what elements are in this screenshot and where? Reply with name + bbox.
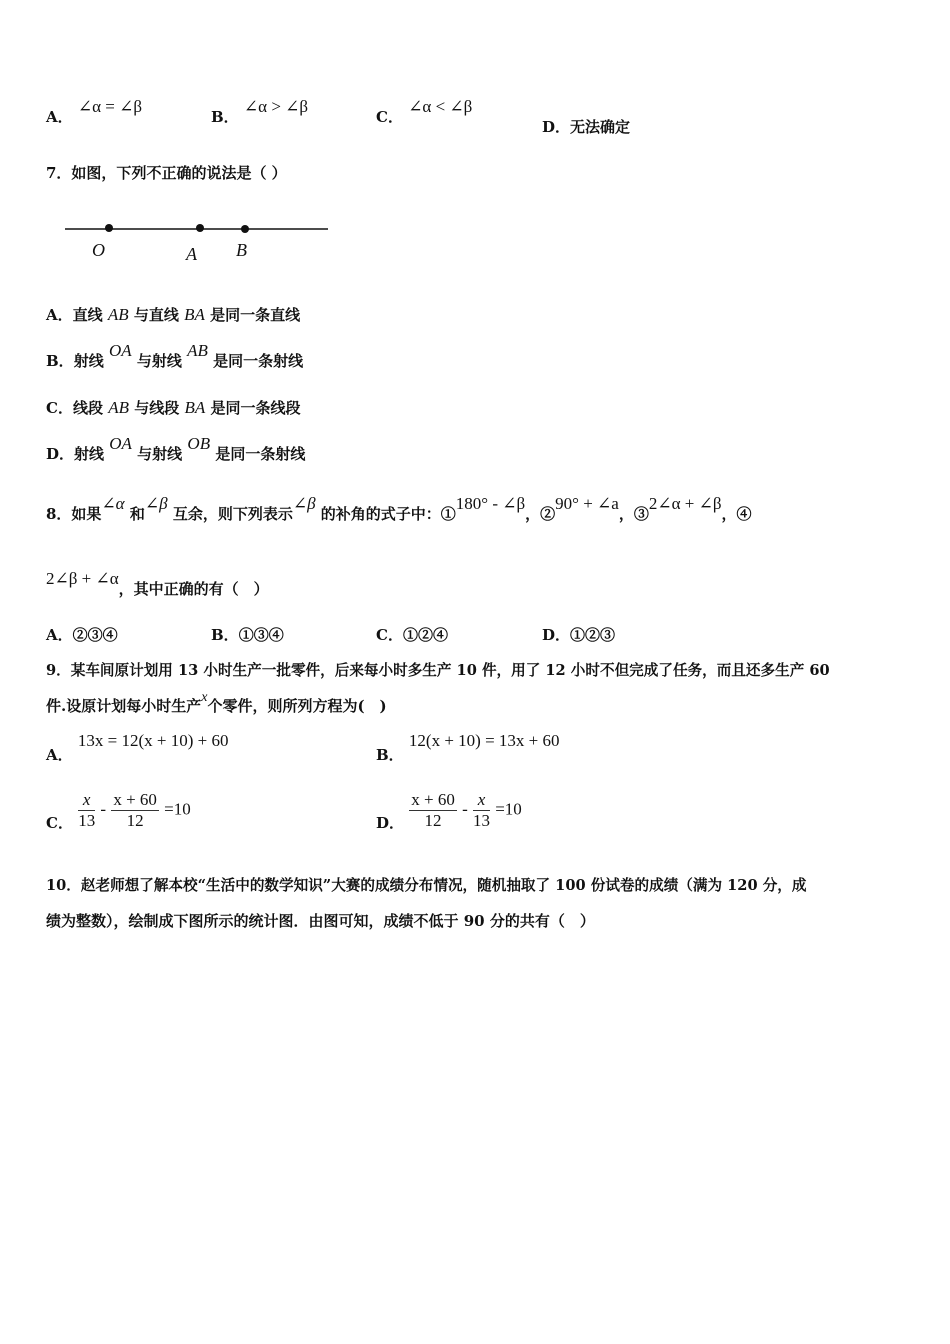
fraction: $\frac{x}{13}$ [78, 790, 96, 830]
q6-option-c[interactable]: C． ∠α < ∠β [376, 97, 473, 126]
number-line-figure [60, 218, 335, 240]
q6-option-a[interactable]: A． ∠α = ∠β [46, 97, 143, 126]
q7-stem: 7．如图，下列不正确的说法是（ ） [46, 164, 287, 182]
fraction: $\frac{x + 60}{12}$ [411, 790, 455, 830]
q9-option-a[interactable]: A． 13x = 12(x + 10) + 60 [46, 731, 229, 764]
point-b [241, 225, 249, 233]
q9-option-c[interactable]: C． $\frac{x}{13}$ - $\frac{x + 60}{12}$ =10 [46, 790, 191, 832]
q8-option-b[interactable]: B．①③④ [211, 626, 284, 644]
q8-option-d[interactable]: D．①②③ [542, 626, 616, 644]
fraction: $\frac{x + 60}{12}$ [113, 790, 157, 830]
q6-option-b[interactable]: B． ∠α > ∠β [211, 97, 309, 126]
q7-option-a[interactable]: A．直线 AB 与直线 BA 是同一条直线 [46, 305, 301, 324]
point-o [105, 224, 113, 232]
q8-option-c[interactable]: C．①②④ [376, 626, 448, 644]
q8-option-a[interactable]: A．②③④ [46, 626, 118, 644]
q8-stem: 8．如果∠α 和∠β 互余，则下列表示∠β 的补角的式子中：①180° - ∠β，②90° + ∠a，③2∠α + ∠β，④ [46, 494, 752, 523]
q6-option-d[interactable]: D．无法确定 [542, 118, 631, 136]
label-b: B [236, 240, 247, 260]
q9-option-b[interactable]: B． 12(x + 10) = 13x + 60 [376, 731, 560, 764]
point-a [196, 224, 204, 232]
label-o: O [92, 240, 105, 260]
q7-option-b[interactable]: B．射线 OA 与射线 AB 是同一条射线 [46, 341, 304, 370]
q10-stem-line2: 绩为整数），绘制成下图所示的统计图．由图可知，成绩不低于 90 分的共有（ ） [46, 912, 595, 930]
q8-stem-cont: 2∠β + ∠α，其中正确的有（ ） [46, 569, 269, 598]
q9-stem-line2: 件.设原计划每小时生产x个零件，则所列方程为( ) [46, 690, 387, 715]
q7-option-c[interactable]: C．线段 AB 与线段 BA 是同一条线段 [46, 398, 301, 417]
label-a: A [186, 244, 197, 264]
q10-stem-line1: 10．赵老师想了解本校“生活中的数学知识”大赛的成绩分布情况，随机抽取了 100 份试卷的成绩（满为 120 分，成 [46, 877, 807, 894]
q9-stem-line1: 9．某车间原计划用 13 小时生产一批零件，后来每小时多生产 10 件，用了 12 小时不但完成了任务，而且还多生产 60 [46, 662, 830, 679]
q7-option-d[interactable]: D．射线 OA 与射线 OB 是同一条射线 [46, 434, 306, 463]
fraction: $\frac{x}{13}$ [472, 790, 490, 830]
q9-option-d[interactable]: D． $\frac{x + 60}{12}$ - $\frac{x}{13}$ =10 [376, 790, 522, 832]
